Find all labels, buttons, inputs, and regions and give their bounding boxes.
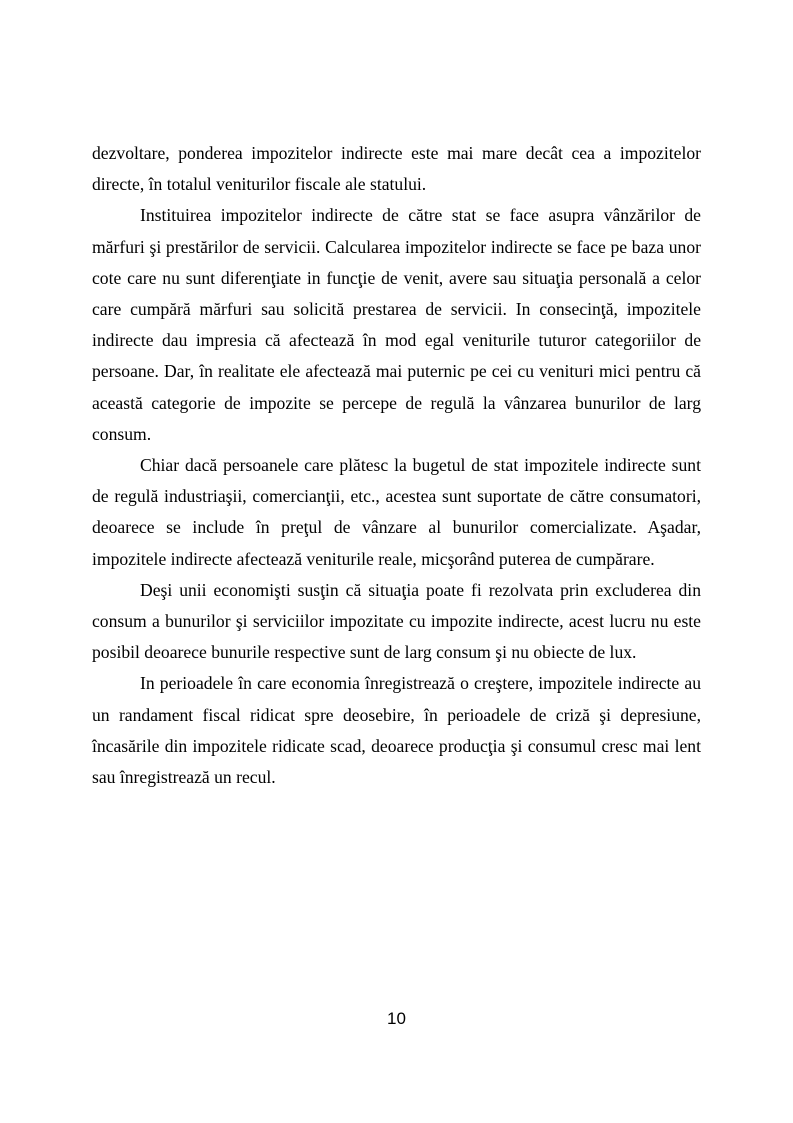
body-text: [92, 138, 701, 793]
paragraph: Chiar dacă persoanele care plătesc la bugetul de stat impozitele indirecte sunt de regulă industriaşii, comercianţii, etc., acestea sunt suportate de către consumatori, deoarece se include în preţul de vânzare al bunurilor comercializate. Aşadar, impozitele indirecte afectează veniturile reale, micşorând puterea de cumpărare.: [92, 455, 701, 569]
paragraph: Deşi unii economişti susţin că situaţia poate fi rezolvata prin excluderea din consum a bunurilor şi serviciilor impozitate cu impozite indirecte, acest lucru nu este posibil deoarece bunurile respective sunt de larg consum şi nu obiecte de lux.: [92, 579, 701, 663]
paragraph: Instituirea impozitelor indirecte de către stat se face asupra vânzărilor de mărfuri şi prestărilor de servicii. Calcularea impozitelor indirecte se face pe baza unor cote care nu sunt diferenţiate in funcţie de venit, avere sau situaţia personală a celor care cumpără mărfuri sau solicită prestarea de servicii. In consecinţă, impozitele indirecte dau impresia că afectează în mod egal veniturile tuturor categoriilor de persoane. Dar, în realitate ele afectează mai puternic pe cei cu venituri mici pentru că această categorie de impozite se percepe de regulă la vânzarea bunurilor de larg consum.: [92, 205, 701, 444]
paragraph-continuation: dezvoltare, ponderea impozitelor indirecte este mai mare decât cea a impozitelor directe, în totalul veniturilor fiscale ale statului.: [92, 143, 701, 195]
paragraph: In perioadele în care economia înregistrează o creştere, impozitele indirecte au un randament fiscal ridicat spre deosebire, în perioadele de criză şi depresiune, încasările din impozitele ridicate scad, deoarece producţia şi consumul cresc mai lent sau înregistrează un recul.: [92, 673, 701, 788]
page-number: 10: [387, 1009, 406, 1028]
